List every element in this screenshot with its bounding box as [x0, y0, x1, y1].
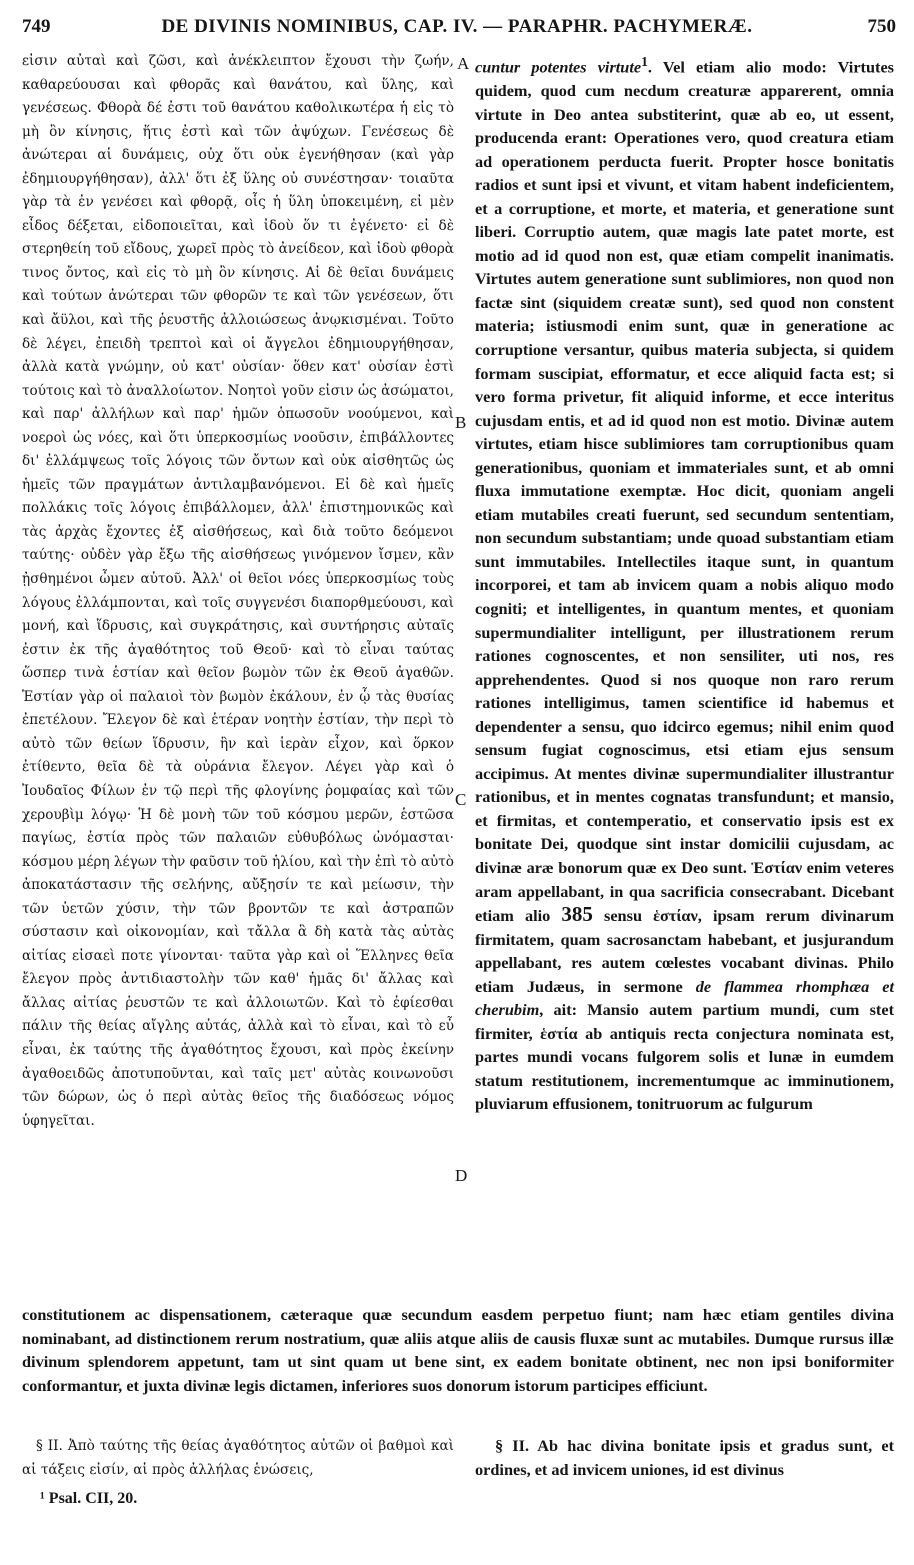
section-greek: § II. Ἀπὸ ταύτης τῆς θείας ἀγαθότητος αὐτῶν οἱ βαθμοὶ καὶ αἱ τάξεις εἰσίν, αἱ πρὸς ἀλλήλας ἑνώσεις, — [22, 1438, 454, 1478]
section-latin: § II. Ab hac divina bonitate ipsis et gradus sunt, et ordines, et ad invicem uniones, id est divinus — [475, 1436, 894, 1479]
latin-opening: cuntur potentes virtute — [475, 57, 642, 77]
margin-letter-c: C — [455, 790, 467, 809]
margin-letter-a: A — [457, 54, 470, 73]
work-title: de flammea rhomphæa et cherubim — [475, 976, 894, 1020]
greek-column — [22, 50, 454, 1133]
page-number-left: 749 — [22, 16, 51, 37]
running-title: DE DIVINIS NOMINIBUS, CAP. IV. — PARAPHR. PACHYMERÆ. — [161, 16, 753, 37]
footnote: ¹ Psal. CII, 20. — [40, 1490, 138, 1507]
page-number-right: 750 — [867, 16, 896, 37]
margin-letter-b: B — [455, 413, 467, 432]
footnote-reference: 1 — [641, 54, 648, 69]
latin-text-1: . Vel etiam alio modo: Virtutes quidem, quod cum necdum creaturæ apparerent, omnia virtute in Deo antea substiterint, quæ ab eo, ut essent, producenda erant: Operationes vero, quod creatura etiam ad operationem perducta fuerit. Propter hosce bonitatis radios et sunt ipsi et vivunt, et vitam habent indeficientem, et a corruptione, et morte, et materia, et generatione sunt liberi. Corruptio autem, quæ magis late patet morte, est motio ad id quod non est, quæ etiam compelit inanimatis. Virtutes autem generatione sunt sublimiores, non quod non factæ sint (siquidem creatæ sunt), sed quod non constent materia; istiusmodi enim sunt, quæ in generatione ac corruptione versantur, quibus materia subjecta, si quidem formam suscipiat, efformatur, et ecce aliquid facta est; si vero forma privetur, fit aliquid informe, et ecce interitus cujusdam entis, et ad id quod non est motio. Divinæ autem virtutes, etiam hisce sublimiores tam corruptionibus quam generationibus, quoniam et immateriales sunt, et ab omni fluxa immutatione exemptæ. Hoc dicit, quoniam angeli etiam mutabiles creati fuerunt, sed secundum sententiam, non secundum substantiam; unde quoad substantiam etiam sunt immutabiles. Intellectiles itaque sunt, in quantum incorporei, et tam ab invicem quam a nobis aliquo modo cogniti; et intelligentes, in quantum mentes, et quoniam supermundialiter intelligunt, per illustrationem rerum rationes cognoscentes, et non sensiliter, uti nos, res apprehendentes. Quod si nos quoque non raro rerum rationes intelligimus, tamen scientifice id habemus et dependenter a sensu, quo idcirco egemus; nihil enim quod sensum fugiat cognoscimus, etsi etiam ejus sensum accipimus. At mentes divinæ supermundialiter illustrantur rationibus, et in mentes cognatas transfundunt; et mansio, et firmitas, et contemperatio, et conservatio ipsis est ex bonitate Dei, quodque sint instar domicilii cujusdam, ac divinæ aræ bonorum quæ ex Deo sunt. Ἑστίαν enim veteres aram appellabant, in qua sacrificia consecrabant. Dicebant etiam alio — [475, 57, 895, 926]
full-width-paragraph: constitutionem ac dispensationem, cæteraque quæ secundum easdem perpetuo fiunt; nam hæc etiam gentiles divina nominabant, ad distinctionem rerum nostratium, quæ aliis atque aliis de causis fluxæ sunt ac mutabiles. Dumque rursus illæ divinum splendorem appetunt, tam ut sint quam ut bene sint, ex eadem bonitate obtinent, nec non ipsi boniformiter conformantur, et juxta divinæ legis dictamen, inferiores suos donorum istorum participes efficiunt. — [22, 1305, 894, 1395]
latin-paragraph — [475, 50, 894, 1116]
greek-paragraph: εἰσιν αὐταὶ καὶ ζῶσι, καὶ ἀνέκλειπτον ἔχουσι τὴν ζωήν, καθαρεύουσαι καὶ φθορᾶς καὶ θανάτου, καὶ ὕλης, καὶ γενέσεως. Φθορὰ δέ ἐστι τοῦ θανάτου καθολικωτέρα ἡ εἰς τὸ μὴ ὂν κίνησις, ἥτις ἐστὶ καὶ τῶν ἀψύχων. Γενέσεως δὲ ἀνώτεραι αἱ δυνάμεις, οὐχ ὅτι οὐκ ἐγενήθησαν (καὶ γὰρ ἐδημιουργήθησαν), ἀλλ' ὅτι ἐξ ὕλης οὐ συνέστησαν· τοιαῦτα γὰρ τὰ ἐν γενέσει καὶ φθορᾷ, οἷς ἡ ὕλη ὑποκειμένη, εἰ μὲν εἶδος δέξεται, εἰδοποιεῖται, καὶ ἰδοὺ ὅν τι ἐγένετο· εἰ δὲ στερηθείη τοῦ εἴδους, χωρεῖ πρὸς τὸ ἀνείδεον, καὶ ἰδοὺ φθορὰ τινος ὄντος, καὶ εἰς τὸ μὴ ὂν κίνησις. Αἱ δὲ θεῖαι δυνάμεις καὶ τούτων ἀνώτεραι τῶν φθορῶν τε καὶ τῶν γενέσεων, ὅτι καὶ ἄϋλοι, καὶ τῆς ῥευστῆς ἀλλοιώσεως ἀνῳκισμέναι. Τοῦτο δὲ λέγει, ἐπειδὴ τρεπτοὶ καὶ οἱ ἄγγελοι ἐδημιουργήθησαν, ἀλλὰ κατὰ γνώμην, οὐ κατ' οὐσίαν· ὅθεν κατ' οὐσίαν ἐστὶ τούτοις καὶ τὸ ἀναλλοίωτον. Νοητοὶ γοῦν εἰσιν ὡς ἀσώματοι, καὶ παρ' ἀλλήλων καὶ παρ' ἡμῶν ὁπωσοῦν νοούμενοι, καὶ νοεροὶ ὡς νόες, καὶ ὅτι ὑπερκοσμίως νοοῦσιν, ἐπιβάλλοντες δι' ἐλλάμψεως τοῖς λόγοις τῶν ὄντων καὶ οὐκ αἰσθητῶς ὡς ἡμεῖς τῶν πραγμάτων ἀντιλαμβανόμενοι. Εἰ δὲ καὶ ἡμεῖς πολλάκις τοῖς λόγοις ἐπιβάλλομεν, ἀλλ' ἐπιστημονικῶς καὶ τὰς ἀρχὰς ἔχοντες ἐξ αἰσθήσεως, καὶ διὰ τοῦτο δεόμενοι ταύτης· οὐδὲν γὰρ ἔξω τῆς αἰσθήσεως γινόμενον ἴσμεν, κἂν ᾐσθημένοι ὦμεν αὐτοῦ. Ἀλλ' οἱ θεῖοι νόες ὑπερκοσμίως τοὺς λόγους ἐλλάμπονται, καὶ τοῖς συγγενέσι διαπορθμεύουσι, καὶ μονή, καὶ ἵδρυσις, καὶ συγκράτησις, καὶ συντήρησις αὐταῖς ἐστιν ἐκ τῆς ἀγαθότητος τοῦ Θεοῦ· καὶ τὸ εἶναι ταύτας ὥσπερ τινὰ ἑστίαν καὶ θεῖον βωμὸν τῶν ἐκ Θεοῦ ἀγαθῶν. Ἑστίαν γὰρ οἱ παλαιοὶ τὸν βωμὸν ἐκάλουν, ἐν ᾧ τὰς θυσίας ἐπετέλουν. Ἔλεγον δὲ καὶ ἑτέραν νοητὴν ἑστίαν, τὴν περὶ τὸ αὐτὸ τῶν θείων ἵδρυσιν, ἣν καὶ ἱερὰν εἶχον, καὶ ὅρκον ἐτίθεντο, θεῖα δὲ τὰ οὐράνια ἔλεγον. Λέγει γὰρ καὶ ὁ Ἰουδαῖος Φίλων ἐν τῷ περὶ τῆς φλογίνης ῥομφαίας καὶ τῶν χερουβὶμ λόγῳ· Ἡ δὲ μονὴ τῶν τοῦ κόσμου μερῶν, ἑστῶσα παγίως, ἑστία πρὸς τῶν παλαιῶν εὐθυβόλως ὠνόμασται· κόσμου μέρη λέγων τὴν φαῦσιν τοῦ ἡλίου, καὶ τὴν ἐπὶ τὸ αὐτὸ ἀποκατάστασιν τῆς σελήνης, αὔξησίν τε καὶ μείωσιν, τὴν τῶν ὑετῶν χύσιν, τὴν τῶν βροντῶν τε καὶ ἀστραπῶν σύστασιν καὶ οἰκονομίαν, καὶ τἄλλα ἃ δὴ κατὰ τὰς αὐτὰς αἰτίας εἰσαεὶ ποτε γίνονται· ταῦτα γὰρ καὶ οἱ Ἕλληνες θεῖα ἔλεγον πρὸς ἀντιδιαστολὴν τῶν καθ' ἡμᾶς δι' ἄλλας καὶ ἄλλας αἰτίας ῥευστῶν τε καὶ ἀλλοιωτῶν. Καὶ τὸ ἐφίεσθαι πάλιν τῆς θείας αἴγλης αὐτάς, ἀλλὰ καὶ τὸ εἶναι, καὶ τὸ εὖ εἶναι, ἐκ ταύτης τῆς ἀγαθότητος ἔχουσι, καὶ πρὸς ἐκείνην ἀγαθοειδῶς ἀποτυποῦνται, καὶ ταῖς μετ' αὐτὰς κοινωνοῦσι τῶν δώρων, ὡς ὁ περὶ αὐτὰς θεῖος τῆς διαδόσεως νόμος ὑφηγεῖται. — [22, 53, 454, 1129]
latin-text-2: sensu ἑστίαν, ipsam rerum divinarum firmitatem, quam sacrosanctam habebant, et jusjurandum appellabant, res autem cœlestes vocabant divinas. Philo etiam Judæus, in sermone — [475, 906, 895, 996]
latin-text-3: , ait: Mansio autem partium mundi, cum stet firmiter, ἑστία ab antiquis recta conjectura nominata est, partes mundi vocans fulgorem solis et lunæ in eumdem statum restitutionem, incrementumque ac imminutionem, pluviarum effusionem, tonitruorum ac fulgurum — [475, 1000, 894, 1114]
latin-column — [475, 50, 894, 1116]
inline-page-mark: 385 — [561, 902, 593, 927]
running-header — [0, 14, 914, 40]
margin-letter-d: D — [455, 1166, 468, 1185]
